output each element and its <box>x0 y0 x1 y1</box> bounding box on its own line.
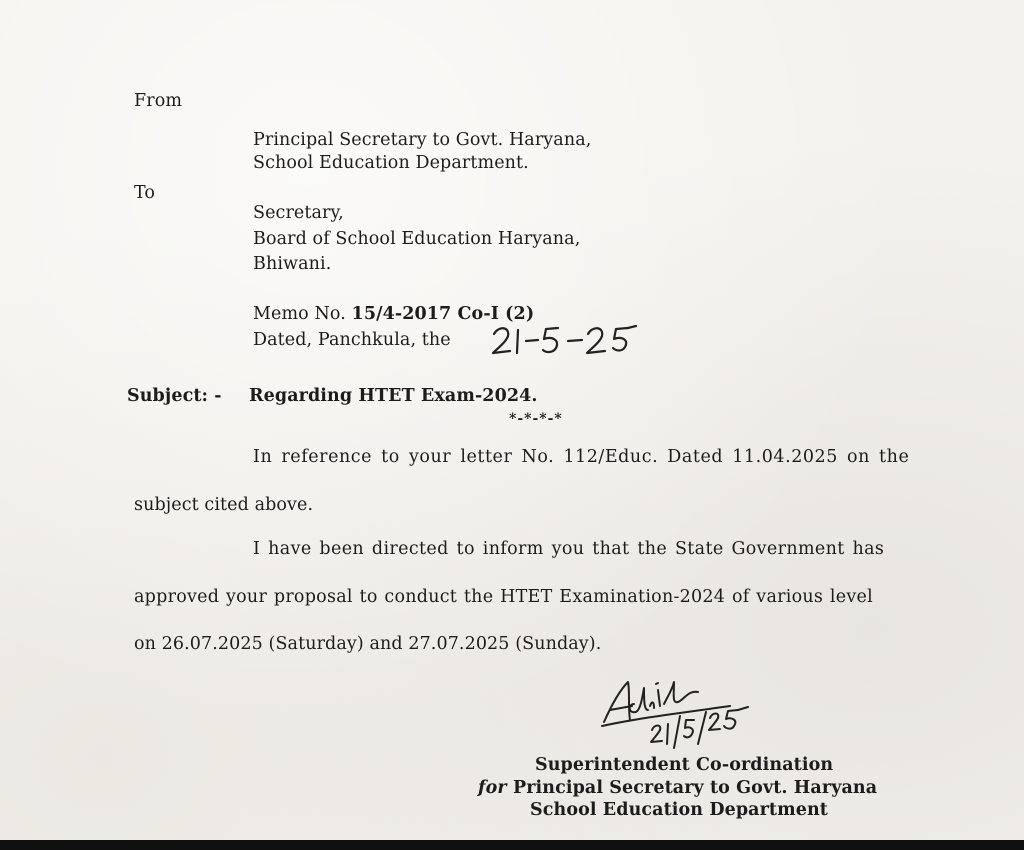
subject-text: Regarding HTET Exam-2024. <box>249 386 538 406</box>
for-prefix: for <box>478 778 507 798</box>
recipient-designation: Secretary, <box>253 203 344 223</box>
paragraph-1-line-1: In reference to your letter No. 112/Educ. Dated 11.04.2025 on the <box>253 447 910 467</box>
paragraph-2-line-1: I have been directed to inform you that the State Government has <box>253 539 885 559</box>
subject-separator: *-*-*-* <box>509 411 563 427</box>
paragraph-2-line-2: approved your proposal to conduct the HTET Examination-2024 of various level <box>134 587 873 607</box>
to-label: To <box>134 183 156 203</box>
bottom-border <box>0 840 1024 850</box>
signatory-on-behalf-of <box>478 777 877 799</box>
signatory-designation: Superintendent Co-ordination <box>535 755 834 775</box>
paragraph-2-line-3: on 26.07.2025 (Saturday) and 27.07.2025 (Sunday). <box>134 634 602 654</box>
recipient-organization: Board of School Education Haryana, <box>253 229 581 249</box>
handwritten-memo-date <box>488 320 648 360</box>
on-behalf-of-designation: Principal Secretary to Govt. Haryana <box>512 778 878 798</box>
memo-prefix: Memo No. <box>253 304 346 324</box>
subject-label: Subject: - <box>127 386 222 406</box>
memo-number: 15/4-2017 Co-I (2) <box>351 304 535 324</box>
sender-department: School Education Department. <box>253 153 529 173</box>
from-label: From <box>134 91 183 111</box>
sender-designation: Principal Secretary to Govt. Haryana, <box>253 130 592 150</box>
paragraph-1-line-2: subject cited above. <box>134 495 314 515</box>
dated-line: Dated, Panchkula, the <box>253 330 451 350</box>
recipient-city: Bhiwani. <box>253 254 332 274</box>
handwritten-signature <box>598 660 768 755</box>
signatory-department: School Education Department <box>530 800 828 820</box>
